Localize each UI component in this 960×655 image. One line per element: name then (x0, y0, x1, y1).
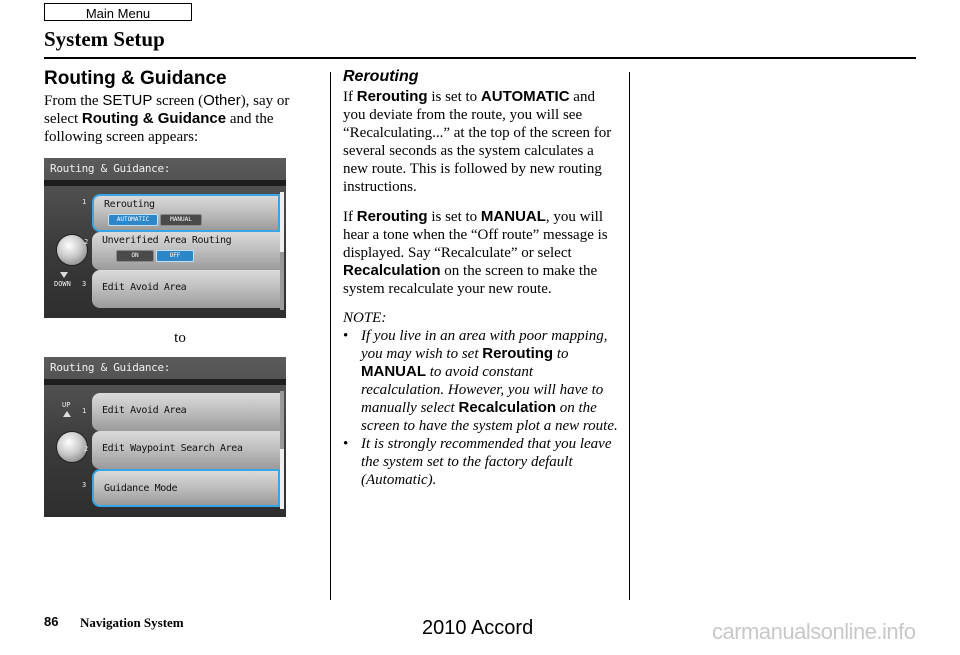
intro-paragraph (44, 92, 316, 146)
p1-automatic-term: AUTOMATIC (480, 88, 570, 105)
screen2-number-3: 3 (82, 481, 87, 489)
screen1-title-bar (44, 180, 286, 186)
screen2-number-2: 2 (84, 445, 89, 453)
intro-other-term: Other (203, 92, 241, 109)
bullet-dot-2: • (343, 436, 349, 452)
screen2-scrollbar[interactable] (280, 391, 284, 509)
column-divider-left (330, 72, 331, 600)
screen2-item-edit-avoid-area[interactable] (92, 393, 280, 431)
p2-recalculation-term: Recalculation (343, 262, 441, 279)
footer-section-label: Navigation System (80, 615, 184, 630)
intro-setup-term: SETUP (102, 92, 153, 109)
to-connector-text: to (174, 330, 186, 346)
b1-text-b: to (553, 346, 569, 362)
section-heading-rerouting: Rerouting (343, 68, 419, 85)
note-label: NOTE: (343, 310, 387, 326)
b1-text-a: If you live in an area with poor mapping, you may wish to set (361, 328, 608, 362)
page-title: System Setup (44, 27, 165, 51)
screen1-scrollbar[interactable] (280, 192, 284, 310)
screen1-title: Routing & Guidance: (50, 162, 171, 175)
screen2-item-guidance-label: Guidance Mode (104, 483, 178, 494)
rerouting-paragraph-manual (343, 208, 618, 298)
nav-screen-1 (44, 158, 286, 318)
screen1-down-label: DOWN (54, 280, 71, 288)
right-column (343, 68, 618, 489)
intro-text-4: and the following screen appears: (44, 111, 274, 145)
p2-text-a: If (343, 209, 357, 225)
screen2-item-edit-waypoint-search-area[interactable] (92, 431, 280, 469)
p2-text-d: on the screen to make the system recalculate your new route. (343, 263, 598, 297)
screen1-item-rerouting[interactable] (92, 194, 280, 232)
main-menu-button[interactable]: Main Menu (44, 3, 192, 21)
note-bullet-1 (343, 327, 618, 435)
page-number: 86 (44, 614, 59, 629)
footer-car-model: 2010 Accord (422, 617, 534, 639)
b1-text-c: to avoid constant recalculation. However, you will have to manually select (361, 364, 604, 416)
unverified-off-option[interactable]: OFF (156, 250, 194, 262)
rerouting-automatic-option[interactable]: AUTOMATIC (108, 214, 158, 226)
bullet-dot-1: • (343, 328, 349, 344)
intro-routing-guidance-term: Routing & Guidance (81, 110, 227, 127)
screen2-title-bar (44, 379, 286, 385)
screen1-item-rerouting-label: Rerouting (104, 199, 155, 210)
screen2-item-edit-avoid-label: Edit Avoid Area (102, 405, 187, 416)
p1-text-a: If (343, 89, 357, 105)
note-bullet-list (343, 327, 618, 489)
screen1-number-3: 3 (82, 280, 87, 288)
p1-text-c: and you deviate from the route, you will see “Recalculating...” at the top of the screen for several seconds as the system calculates a new route. This is followed by new routing instructions. (343, 89, 612, 195)
screen2-knob-area (48, 391, 90, 511)
screen1-item-unverified-area-routing[interactable] (92, 232, 280, 270)
screen1-knob-area (48, 192, 90, 312)
b1-rerouting-term: Rerouting (482, 345, 554, 362)
b2-text: It is strongly recommended that you leave the system set to the factory default (Automatic). (361, 436, 612, 488)
b1-recalculation-term: Recalculation (458, 399, 557, 416)
unverified-on-option[interactable]: ON (116, 250, 154, 262)
screen1-item-unverified-label: Unverified Area Routing (102, 235, 232, 246)
screen2-item-guidance-mode[interactable] (92, 469, 280, 507)
section-heading-routing-guidance: Routing & Guidance (44, 68, 227, 89)
title-rule (44, 57, 916, 59)
p2-text-b: is set to (427, 209, 481, 225)
up-arrow-icon (63, 411, 71, 417)
down-arrow-icon (60, 272, 68, 278)
screen2-item-waypoint-label: Edit Waypoint Search Area (102, 443, 243, 454)
nav-screen-2 (44, 357, 286, 517)
intro-text-1: From the (44, 93, 103, 109)
screen1-item-edit-avoid-area[interactable] (92, 270, 280, 308)
b1-text-d: on the screen to have the system plot a new route. (361, 400, 618, 434)
left-column (44, 68, 316, 517)
note-bullet-2 (343, 435, 618, 489)
p1-rerouting-term: Rerouting (356, 88, 428, 105)
watermark-text: carmanualsonline.info (712, 619, 916, 644)
rerouting-paragraph-automatic (343, 88, 618, 196)
p2-rerouting-term: Rerouting (356, 208, 428, 225)
p2-manual-term: MANUAL (480, 208, 546, 225)
screen1-item-edit-avoid-label: Edit Avoid Area (102, 282, 187, 293)
p1-text-b: is set to (427, 89, 481, 105)
b1-manual-term: MANUAL (361, 363, 426, 380)
intro-text-2: screen ( (152, 93, 204, 109)
screen2-up-label: UP (62, 401, 71, 409)
screen1-number-1: 1 (82, 198, 87, 206)
screen2-number-1: 1 (82, 407, 87, 415)
rerouting-manual-option[interactable]: MANUAL (160, 214, 202, 226)
screen1-number-2: 2 (84, 238, 89, 246)
intro-text-3: ), say or select (44, 93, 290, 127)
column-divider-right (629, 72, 630, 600)
screen2-title: Routing & Guidance: (50, 361, 171, 374)
p2-text-c: , you will hear a tone when the “Off route” message is displayed. Say “Recalculate” or select (343, 209, 608, 261)
